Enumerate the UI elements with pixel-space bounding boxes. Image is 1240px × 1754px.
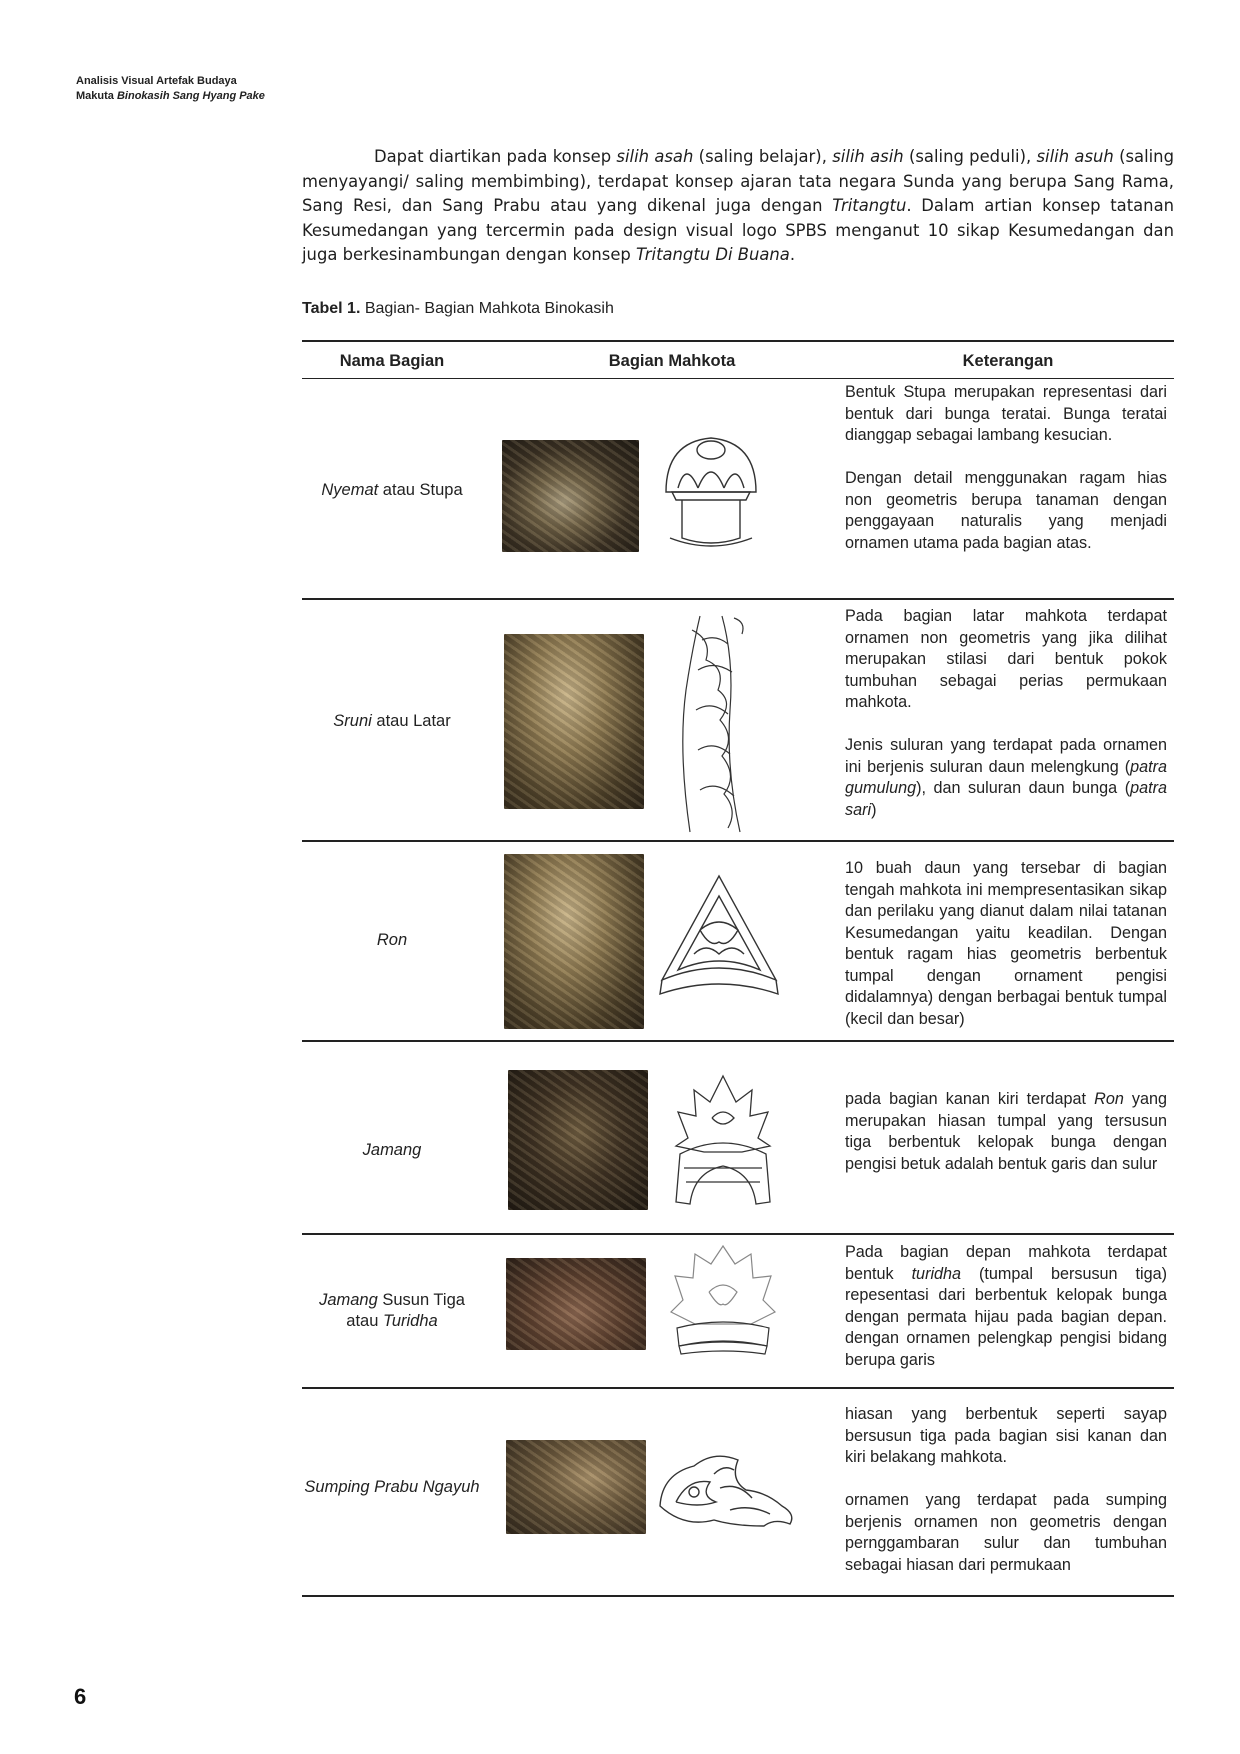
header-nama-bagian: Nama Bagian [339,352,445,370]
desc-nyemat [845,382,1167,554]
stupa-photo [502,440,639,552]
part-name-jamang: Jamang [362,1141,422,1159]
sruni-photo [504,634,644,809]
desc-paragraph: Bentuk Stupa merupakan representasi dari bentuk dari bunga teratai. Bunga teratai dianggap sebagai lambang kesucian. [845,383,1167,444]
running-header-subtitle: Makuta Binokasih Sang Hyang Pake [76,90,265,102]
desc-paragraph: 10 buah daun yang tersebar di bagian tengah mahkota ini mempresentasikan sikap dan perilaku yang dianut dalam nilai tatanan Kesumedangan yaitu keadilan. Dengan bentuk ragam hias geometris berbentuk tumpal dengan ornament pengisi didalamnya) dengan berbagai bentuk tumpal (kecil dan besar) [845,859,1167,1028]
page-number: 6 [74,1684,87,1709]
header-rule [302,378,1174,379]
ron-drawing [656,870,782,1000]
text-segment-italic: Tritangtu [832,196,907,216]
text-segment: . Dalam artian konsep tatanan Kesumedangan yang tercermin pada design visual logo SPBS menganut 10 sikap Kesumedangan dan juga berkesinambungan dengan konsep [302,196,1175,265]
table-top-rule [302,340,1174,342]
stupa-drawing [656,430,766,555]
row-rule [302,1387,1174,1389]
text-segment: (saling menyayangi/ saling membimbing), terdapat konsep ajaran tata negara Sunda yang berupa Sang Rama, Sang Resi, dan Sang Prabu atau yang dikenal juga dengan [302,147,1174,216]
turidha-photo [506,1258,646,1350]
text-segment: (saling peduli), [903,147,1037,166]
part-name-turidha: Jamang Susun Tiga atau Turidha [319,1291,465,1330]
desc-jamang [845,1089,1167,1175]
body-paragraph [302,145,1174,268]
text-segment-italic: silih asuh [1036,147,1114,166]
text-segment: (saling belajar), [693,147,833,166]
table-bottom-rule [302,1595,1174,1597]
sruni-drawing [672,610,762,838]
desc-paragraph: pada bagian kanan kiri terdapat Ron yang merupakan hiasan tumpal yang tersusun tiga berbentuk kelopak bunga dengan pengisi betuk adalah bentuk garis dan sulur [845,1090,1167,1173]
table-caption-label: Tabel 1. [302,300,361,317]
running-header-title: Analisis Visual Artefak Budaya [76,75,237,87]
desc-paragraph: hiasan yang berbentuk seperti sayap bersusun tiga pada bagian sisi kanan dan kiri belakang mahkota. [845,1405,1167,1466]
desc-paragraph: Pada bagian latar mahkota terdapat ornamen non geometris yang jika dilihat merupakan stilasi dari bentuk pokok tumbuhan sebagai perias permukaan mahkota. [845,607,1167,711]
row-rule [302,598,1174,600]
desc-paragraph: Dengan detail menggunakan ragam hias non geometris berupa tanaman dengan penggayaan naturalis yang menjadi ornamen utama pada bagian atas. [845,469,1167,552]
table-caption-text: Bagian- Bagian Mahkota Binokasih [360,300,614,317]
row-rule [302,1233,1174,1235]
jamang-drawing [672,1072,774,1210]
turidha-drawing [667,1242,779,1360]
part-name-sruni: Sruni atau Latar [333,712,451,730]
header-keterangan: Keterangan [962,352,1054,370]
part-name-sumping: Sumping Prabu Ngayuh [304,1478,480,1496]
desc-ron [845,858,1167,1030]
ron-photo [504,854,644,1029]
desc-sumping [845,1404,1167,1576]
jamang-photo [508,1070,648,1210]
sumping-drawing [654,1444,798,1540]
running-header [76,74,265,104]
part-name-nyemat: Nyemat atau Stupa [321,481,463,499]
text-segment: . [789,245,796,265]
desc-paragraph: Jenis suluran yang terdapat pada ornamen ini berjenis suluran daun melengkung (patra gumulung), dan suluran daun bunga (patra sari) [845,736,1167,819]
row-rule [302,1040,1174,1042]
text-segment: Dapat diartikan pada konsep [374,147,617,166]
part-name-ron: Ron [376,931,408,949]
table-caption [302,300,614,318]
text-segment-italic: silih asah [616,147,694,166]
header-bagian-mahkota: Bagian Mahkota [608,352,736,370]
sumping-photo [506,1440,646,1534]
desc-sruni [845,606,1167,821]
desc-paragraph: Pada bagian depan mahkota terdapat bentuk turidha (tumpal bersusun tiga) repesentasi dari berbentuk kelopak bunga dengan permata hijau pada bagian depan. dengan ornamen pelengkap pengisi bidang berupa garis [845,1243,1167,1369]
desc-paragraph: ornamen yang terdapat pada sumping berjenis ornamen non geometris dengan pernggambaran sulur dan tumbuhan sebagai hiasan dari permukaan [845,1491,1167,1574]
desc-turidha [845,1242,1167,1371]
text-segment-italic: Tritangtu Di Buana [636,245,790,265]
row-rule [302,840,1174,842]
text-segment-italic: silih asih [832,147,904,166]
